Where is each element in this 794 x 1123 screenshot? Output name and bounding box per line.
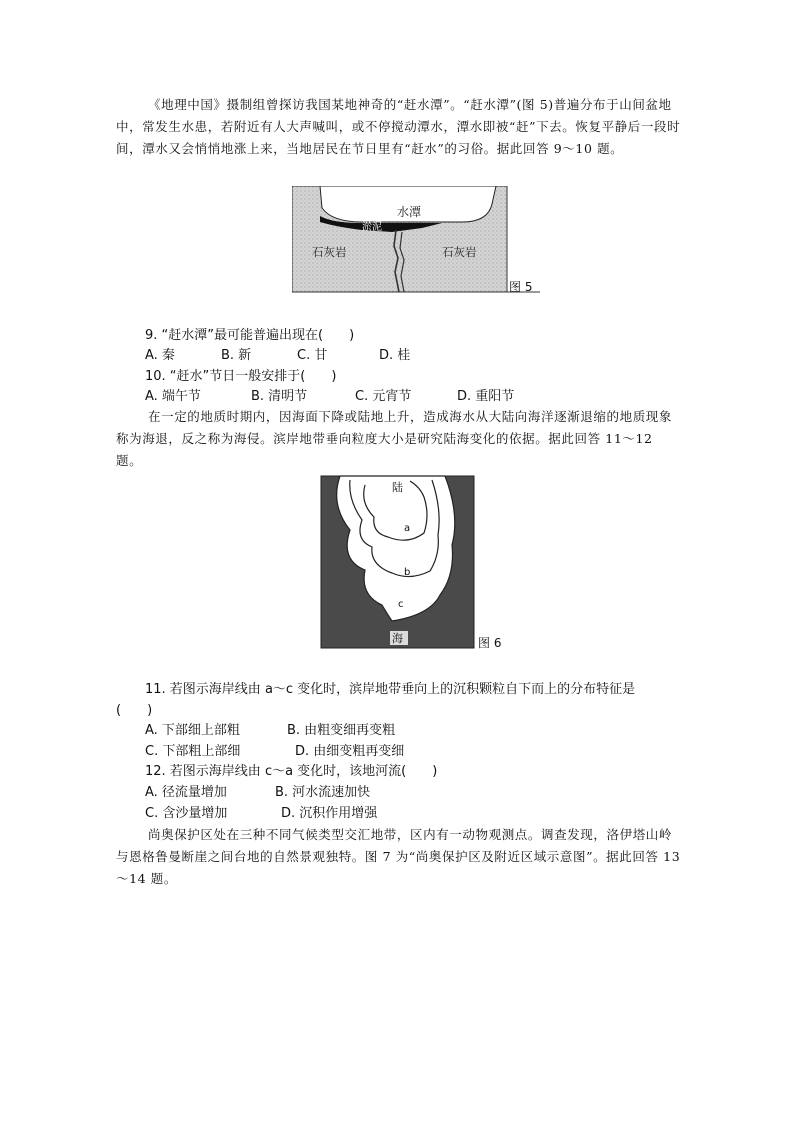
q10-option-c[interactable]: C. 元宵节 <box>355 389 412 404</box>
question-10-options <box>145 387 514 407</box>
figure-6 <box>320 475 510 650</box>
q10-option-d[interactable]: D. 重阳节 <box>457 389 515 404</box>
figure-5-diagram <box>292 186 540 296</box>
q12-option-c[interactable]: C. 含沙量增加 <box>145 806 228 821</box>
line-b-label: b <box>404 567 411 578</box>
figure-6-caption: 图 6 <box>478 636 502 650</box>
passage-2: 在一定的地质时期内，因海面下降或陆地上升，造成海水从大陆向海洋逐渐退缩的地质现象称为海退，反之称为海侵。滨岸地带垂向粒度大小是研究陆海变化的依据。据此回答 11～12 题。 <box>116 409 673 468</box>
question-12-stem: 12. 若图示海岸线由 c～a 变化时，该地河流( ) <box>145 764 438 779</box>
q10-option-b[interactable]: B. 清明节 <box>251 389 308 404</box>
q11-option-c[interactable]: C. 下部粗上部细 <box>145 744 241 759</box>
q11-option-a[interactable]: A. 下部细上部粗 <box>145 723 240 738</box>
line-a-label: a <box>404 523 411 534</box>
passage-3: 尚奥保护区处在三种不同气候类型交汇地带，区内有一动物观测点。调查发现，洛伊塔山岭与恩格鲁曼断崖之间台地的自然景观独特。图 7 为“尚奥保护区及附近区域示意图”。据此回答 13～14 题。 <box>116 827 681 886</box>
q9-option-a[interactable]: A. 秦 <box>145 348 175 363</box>
question-11-options-row2 <box>145 742 404 762</box>
rock-label-left: 石灰岩 <box>312 245 347 259</box>
q9-option-c[interactable]: C. 甘 <box>297 348 328 363</box>
land-label: 陆 <box>392 481 403 494</box>
question-9-options <box>145 346 410 366</box>
question-9-stem: 9. “赶水潭”最可能普遍出现在( ) <box>145 328 355 343</box>
figure-5-caption: 图 5 <box>509 280 533 294</box>
rock-label-right: 石灰岩 <box>442 245 477 259</box>
q10-option-a[interactable]: A. 端午节 <box>145 389 201 404</box>
figure-6-map <box>320 475 510 650</box>
question-12-options-row2 <box>145 804 377 824</box>
question-12-options-row1 <box>145 783 370 803</box>
q11-option-b[interactable]: B. 由粗变细再变粗 <box>287 723 396 738</box>
question-10-stem: 10. “赶水”节日一般安排于( ) <box>145 369 337 384</box>
question-11-stem: 11. 若图示海岸线由 a～c 变化时，滨岸地带垂向上的沉积颗粒自下而上的分布特征是 <box>145 682 636 697</box>
silt-label: 淤泥 <box>362 222 382 233</box>
question-11-options-row1 <box>145 721 395 741</box>
line-c-label: c <box>398 599 404 610</box>
water-label: 水潭 <box>397 205 422 219</box>
question-11-stem-cont: ( ) <box>116 703 153 718</box>
figure-5 <box>292 186 540 296</box>
passage-1: 《地理中国》摄制组曾探访我国某地神奇的“赶水潭”。“赶水潭”(图 5)普遍分布于山间盆地中，常发生水患，若附近有人大声喊叫，或不停搅动潭水，潭水即被“赶”下去。恢复平静后一段时间，潭水又会悄悄地涨上来，当地居民在节日里有“赶水”的习俗。据此回答 9～10 题。 <box>116 97 681 156</box>
q11-option-d[interactable]: D. 由细变粗再变细 <box>295 744 405 759</box>
q9-option-d[interactable]: D. 桂 <box>379 348 411 363</box>
sea-label: 海 <box>392 632 403 645</box>
q12-option-d[interactable]: D. 沉积作用增强 <box>281 806 378 821</box>
q12-option-a[interactable]: A. 径流量增加 <box>145 785 227 800</box>
q9-option-b[interactable]: B. 新 <box>221 348 252 363</box>
q12-option-b[interactable]: B. 河水流速加快 <box>275 785 371 800</box>
